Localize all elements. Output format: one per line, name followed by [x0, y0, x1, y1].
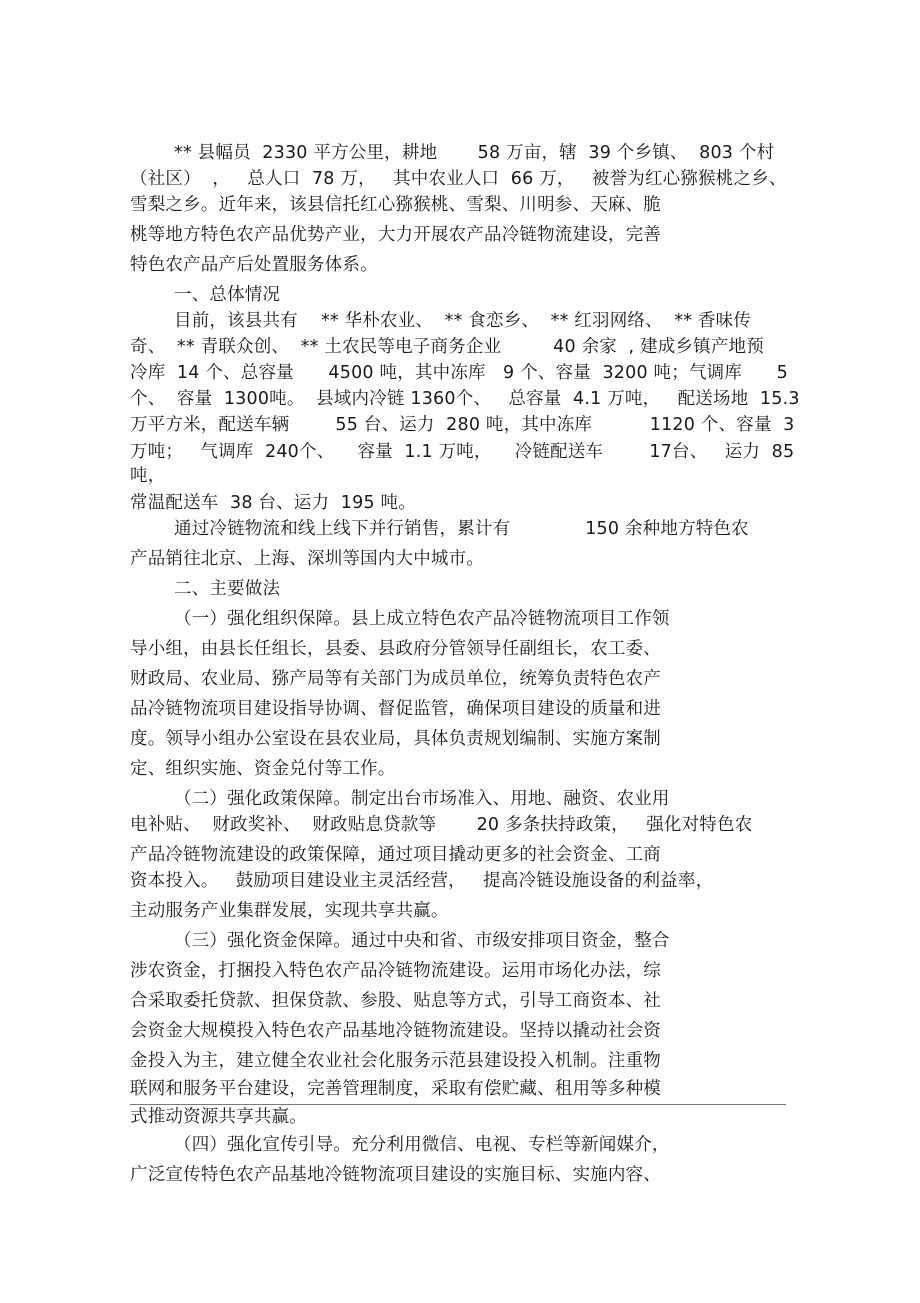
paragraph-line: 电补贴、 财政奖补、 财政贴息贷款等 20 多条扶持政策， 强化对特色农	[130, 815, 753, 835]
paragraph-line: 联网和服务平台建设，完善管理制度，采取有偿贮藏、租用等多种模	[130, 1079, 661, 1099]
section-heading: 一、总体情况	[174, 285, 281, 305]
paragraph-line: 产品冷链物流建设的政策保障，通过项目撬动更多的社会资金、工商	[130, 845, 661, 865]
paragraph-line: 会资金大规模投入特色农产品基地冷链物流建设。坚持以撬动社会资	[130, 1021, 661, 1041]
paragraph-line: 雪梨之乡。近年来，该县信托红心猕猴桃、雪梨、川明参、天麻、脆	[130, 195, 661, 215]
paragraph-line: 式推动资源共享共赢。	[130, 1107, 307, 1127]
paragraph-line: 涉农资金，打捆投入特色农产品冷链物流建设。运用市场化办法，综	[130, 961, 661, 981]
paragraph-line: 特色农产品产后处置服务体系。	[130, 255, 378, 275]
paragraph-line: 资本投入。 鼓励项目建设业主灵活经营， 提高冷链设施设备的利益率，	[130, 871, 714, 891]
paragraph-line: 万平方米，配送车辆 55 台、运力 280 吨，其中冻库 1120 个、容量 3	[130, 415, 795, 435]
paragraph-line: 产品销往北京、上海、深圳等国内大中城市。	[130, 549, 484, 569]
paragraph-line: （一）强化组织保障。县上成立特色农产品冷链物流项目工作领	[174, 609, 670, 629]
paragraph-line: 度。领导小组办公室设在县农业局，具体负责规划编制、实施方案制	[130, 729, 661, 749]
paragraph-line: 品冷链物流项目建设指导协调、督促监管，确保项目建设的质量和进	[130, 699, 661, 719]
paragraph-line: 导小组，由县长任组长，县委、县政府分管领导任副组长，农工委、	[130, 639, 661, 659]
paragraph-line: 奇、 ** 青联众创、 ** 土农民等电子商务企业 40 余家 , 建成乡镇产地预	[130, 337, 764, 357]
paragraph-line: 个、 容量 1300吨。 县域内冷链 1360个、 总容量 4.1 万吨， 配送场地 15.3	[130, 389, 800, 409]
paragraph-line: 桃等地方特色农产品优势产业，大力开展农产品冷链物流建设，完善	[130, 225, 661, 245]
paragraph-line: 冷库 14 个、总容量 4500 吨，其中冻库 9 个、容量 3200 吨；气调库 5	[130, 363, 788, 383]
paragraph-line: （二）强化政策保障。制定出台市场准入、用地、融资、农业用	[174, 789, 670, 809]
paragraph-line: 目前，该县共有 ** 华朴农业、 ** 食恋乡、 ** 红羽网络、 ** 香味传	[174, 311, 752, 331]
paragraph-line: 合采取委托贷款、担保贷款、参股、贴息等方式，引导工商资本、社	[130, 991, 661, 1011]
paragraph-line: 财政局、农业局、猕产局等有关部门为成员单位，统筹负责特色农产	[130, 669, 661, 689]
paragraph-line: 吨，	[130, 466, 166, 486]
paragraph-line: 金投入为主，建立健全农业社会化服务示范县建设投入机制。注重物	[130, 1051, 661, 1071]
section-heading: 二、主要做法	[174, 579, 281, 599]
paragraph-line: （三）强化资金保障。通过中央和省、市级安排项目资金，整合	[174, 931, 670, 951]
paragraph-line: （社区） ， 总人口 78 万， 其中农业人口 66 万， 被誉为红心猕猴桃之乡、	[130, 169, 787, 189]
paragraph-line: 通过冷链物流和线上线下并行销售，累计有 150 余种地方特色农	[174, 519, 749, 539]
page-divider	[130, 1104, 786, 1105]
paragraph-line: 主动服务产业集群发展，实现共享共赢。	[130, 901, 449, 921]
paragraph-line: 常温配送车 38 台、运力 195 吨。	[130, 493, 416, 513]
paragraph-line: ** 县幅员 2330 平方公里，耕地 58 万亩，辖 39 个乡镇、 803 个村	[174, 143, 775, 163]
paragraph-line: 广泛宣传特色农产品基地冷链物流项目建设的实施目标、实施内容、	[130, 1165, 661, 1185]
paragraph-line: 万吨； 气调库 240个、 容量 1.1 万吨， 冷链配送车 17台、 运力 85	[130, 442, 795, 462]
paragraph-line: （四）强化宣传引导。充分利用微信、电视、专栏等新闻媒介，	[174, 1135, 670, 1155]
paragraph-line: 定、组织实施、资金兑付等工作。	[130, 759, 396, 779]
